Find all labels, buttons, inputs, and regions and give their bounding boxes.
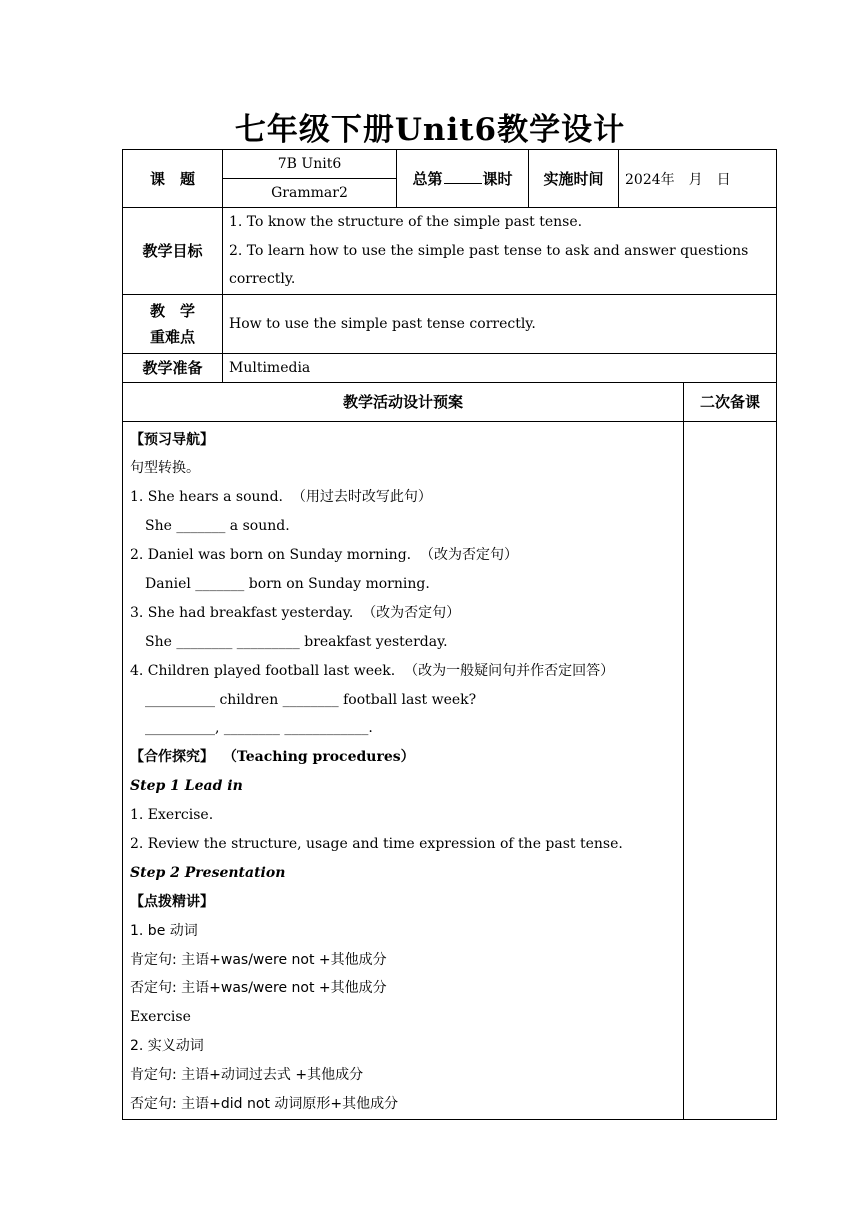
question-1-note: （用过去时改写此句） [291, 489, 432, 506]
topic-label: 课 题 [123, 150, 223, 208]
question-1-answer: She _______ a sound. [145, 518, 290, 535]
period-suffix: 课时 [482, 170, 513, 188]
coop-heading-line [130, 743, 676, 772]
key-points-text: How to use the simple past tense correctly. [223, 294, 777, 353]
preview-intro: 句型转换。 [130, 460, 200, 477]
step-2-heading: Step 2 Presentation [130, 864, 286, 881]
document-title: 七年级下册Unit6教学设计 [234, 112, 626, 148]
period-prefix: 总第 [412, 170, 443, 188]
question-2-text: 2. Daniel was born on Sunday morning. [130, 547, 412, 564]
exercise-label: Exercise [130, 1009, 191, 1026]
second-prep-header: 二次备课 [684, 382, 777, 421]
goal-item: 1. To know the structure of the simple past tense. [229, 214, 583, 230]
question-4 [130, 657, 676, 686]
question-4-answer-1: __________ children ________ football last week? [145, 691, 477, 708]
question-4-note: （改为一般疑问句并作否定回答） [404, 662, 615, 679]
goals-label: 教学目标 [123, 208, 223, 295]
question-3-text: 3. She had breakfast yesterday. [130, 604, 354, 621]
date-value: 2024年 月 日 [619, 150, 777, 208]
explain-heading: 【点拨精讲】 [130, 893, 214, 910]
preparation-text: Multimedia [223, 353, 777, 382]
topic-line2: Grammar2 [223, 179, 397, 208]
coop-heading: 【合作探究】 [130, 749, 214, 766]
key-points-label-line1: 教 学 [149, 301, 195, 320]
preparation-label: 教学准备 [123, 353, 223, 382]
lesson-plan-table [122, 149, 777, 1120]
be-negative: 否定句: 主语+was/were not +其他成分 [130, 980, 387, 997]
question-2-answer: Daniel _______ born on Sunday morning. [145, 575, 430, 592]
step-1-item-2: 2. Review the structure, usage and time expression of the past tense. [130, 835, 623, 852]
question-2 [130, 541, 676, 570]
verb-negative: 否定句: 主语+did not 动词原形+其他成分 [130, 1095, 399, 1112]
verb-positive: 肯定句: 主语+动词过去式 +其他成分 [130, 1067, 364, 1084]
goal-item: 2. To learn how to use the simple past tense to ask and answer questions correctly. [229, 242, 749, 287]
question-2-note: （改为否定句） [420, 547, 519, 564]
question-3-note: （改为否定句） [362, 604, 461, 621]
activity-content [123, 421, 684, 1119]
be-verb-heading: 1. be 动词 [130, 922, 198, 939]
be-positive: 肯定句: 主语+was/were not +其他成分 [130, 951, 387, 968]
coop-subheading: （Teaching procedures） [222, 749, 415, 766]
step-1-item-1: 1. Exercise. [130, 807, 214, 824]
question-1 [130, 483, 676, 512]
preview-heading: 【预习导航】 [130, 431, 214, 448]
topic-line1: 7B Unit6 [223, 150, 397, 179]
key-points-label [123, 294, 223, 353]
date-label: 实施时间 [529, 150, 619, 208]
question-4-answer-2: __________, ________ ____________. [145, 720, 373, 737]
key-points-label-line2: 重难点 [149, 327, 195, 346]
step-1-heading: Step 1 Lead in [130, 778, 243, 795]
question-1-text: 1. She hears a sound. [130, 489, 283, 506]
second-prep-cell[interactable] [684, 421, 777, 1119]
verb-heading: 2. 实义动词 [130, 1038, 204, 1055]
period-cell [397, 150, 529, 208]
question-3-answer: She ________ _________ breakfast yesterday. [145, 633, 448, 650]
question-4-text: 4. Children played football last week. [130, 662, 396, 679]
activity-header: 教学活动设计预案 [123, 382, 684, 421]
goals-cell [223, 208, 777, 295]
question-3 [130, 599, 676, 628]
period-blank [444, 169, 482, 184]
